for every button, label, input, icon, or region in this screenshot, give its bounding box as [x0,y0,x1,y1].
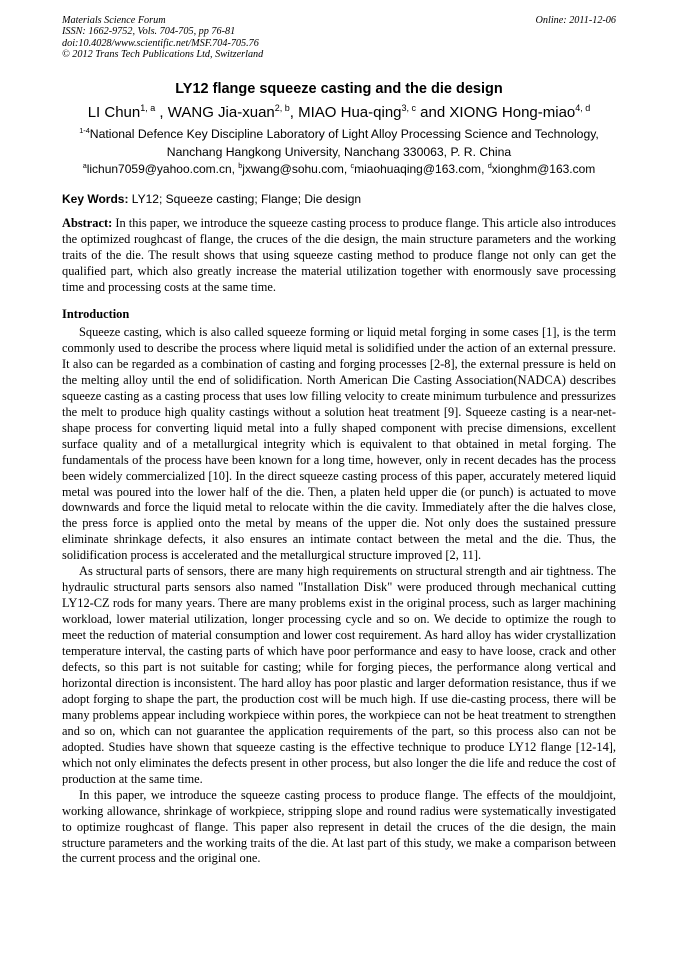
author-name: MIAO Hua-qing [298,104,402,121]
email-separator: , [481,162,488,176]
copyright-line: © 2012 Trans Tech Publications Ltd, Switzerland [62,48,264,60]
author-affil-mark: 1, a [140,103,156,113]
email-separator: , [231,162,239,176]
issn-line: ISSN: 1662-9752, Vols. 704-705, pp 76-81 [62,26,236,38]
online-date: Online: 2011-12-06 [535,15,616,26]
author-separator: and [416,104,450,121]
author-name: LI Chun [87,104,141,121]
affiliation-line-2: Nanchang Hangkong University, Nanchang 330063, P. R. China [166,145,512,159]
abstract-text: In this paper, we introduce the squeeze casting process to produce flange. This article also introduces the optimized roughcast of flange, the cruces of the die design, the main structure parameters and the working traits of the die. The result shows that using squeeze casting method to produce flange not only can get the qualified part, which also greatly increase the material utilization together with enormously save processing time and processing costs at the same time. [62,216,616,294]
affiliation-mark: 1-4 [79,125,90,135]
keywords [62,191,616,207]
email-address[interactable]: miaohuaqing@163.com [354,162,482,176]
paragraph: As structural parts of sensors, there are many high requirements on structural strength and air tightness. The hydraulic structural parts sensors also named "Installation Disk" were produced through mechanical cutting LY12-CZ rods for many years. There are many problems exist in the original process, such as larger machining workload, lower material utilization, longer processing cycle and so on. We decide to optimize the rough to meet the reduction of material consumption and lower cost requirement. As hard alloy has wider crystallization temperature interval, the casting parts of which have poor performance and easy to have loose, crack and other defects, so this part is not suitable for casting; while for forging pieces, the performance along vertical and horizontal direction is inconsistent. The hard alloy has poor plastic and larger deformation resistance, thus if we adopt forging to shape the part, the production cost will be much high. If use die-casting process, there will be many problems appear including workpiece within pores, the workpiece can not be heat treatment to strengthen and so on, which can not guarantee the application requirements of the part, so this process also can not be adopted. Studies have shown that squeeze casting is the effective technique to produce LY12 flange [12-14], which not only eliminates the defects present in other process, but also longer the die life and reduce the cost of production at the same time. [62,564,616,786]
journal-header [62,15,616,60]
author-name: XIONG Hong-miao [449,104,576,121]
paragraph: Squeeze casting, which is also called squeeze forming or liquid metal forging in some cases [1], is the term commonly used to describe the process where liquid metal is solidified under the action of an external pressure. It also can be regarded as a combination of casting and forging processes [2-8], the external pressure is held on the melting alloy until the end of solidification. North American Die Casting Association(NADCA) describes squeeze casting as a casting process that uses low filling velocity to create minimum turbulence and pressurizes the melt to produce high quality castings without a solution heat treatment [9]. Squeeze casting is a near-net-shape process for converting liquid metal into a fully shaped component with precise dimensions, excellent surface quality and of a metallurgical integrity which is equivalent to that obtained in metal forging. The fundamentals of the process have been known for a long time, however, only in recent decades has the process been widely commercialized [10]. In the direct squeeze casting process of this paper, accurately metered liquid metal was poured into the lower half of the die. Then, a platen held upper die (or punch) is actuated to move downwards and force the liquid metal to relocate within the die cavity. Immediately after the die halves close, the press force is applied onto the metal by means of the upper die. Not only does the sustained pressure eliminate shrinkage defects, it also ensures an intimate contact between the metal and the die. Thus, the solidification process is accelerated and the metallurgical structure improved [2, 11]. [62,325,616,563]
author-affil-mark: 4, d [575,103,591,113]
author-name: WANG Jia-xuan [167,104,275,121]
email-mark: c [350,161,355,170]
introduction-body [62,325,616,867]
abstract [62,216,616,296]
paper-title: LY12 flange squeeze casting and the die design [175,81,503,97]
author-list [40,103,638,122]
paragraph: In this paper, we introduce the squeeze casting process to produce flange. The effects of the mouldjoint, working allowance, shrinkage of workpiece, stripping slope and round radius were systematically investigated to optimize roughcast of flange. This paper also represent in detail the cruces of the die design, the main structure parameters and the working traits of the die. At last part of this study, we make a comparison between the current process and the original one. [62,787,616,866]
author-separator: , [155,104,168,121]
email-mark: d [487,161,492,170]
keywords-text: LY12; Squeeze casting; Flange; Die design [128,192,362,206]
email-separator: , [343,162,351,176]
doi-line[interactable]: doi:10.4028/www.scientific.net/MSF.704-705.76 [62,37,259,49]
abstract-label: Abstract: [62,216,113,230]
email-mark: a [82,161,87,170]
author-separator: , [289,104,299,121]
section-heading: Introduction [62,307,130,321]
keywords-label: Key Words: [62,192,129,206]
email-mark: b [238,161,243,170]
email-list [62,161,616,177]
email-address[interactable]: xionghm@163.com [491,162,596,176]
author-affil-mark: 3, c [401,103,417,113]
affiliation-line-1: National Defence Key Discipline Laboratory of Light Alloy Processing Science and Technology, [89,127,599,141]
affiliation [62,125,616,161]
author-affil-mark: 2, b [274,103,290,113]
email-address[interactable]: jxwang@sohu.com [242,162,344,176]
journal-name: Materials Science Forum [62,15,166,26]
email-address[interactable]: lichun7059@yahoo.com.cn [86,162,232,176]
